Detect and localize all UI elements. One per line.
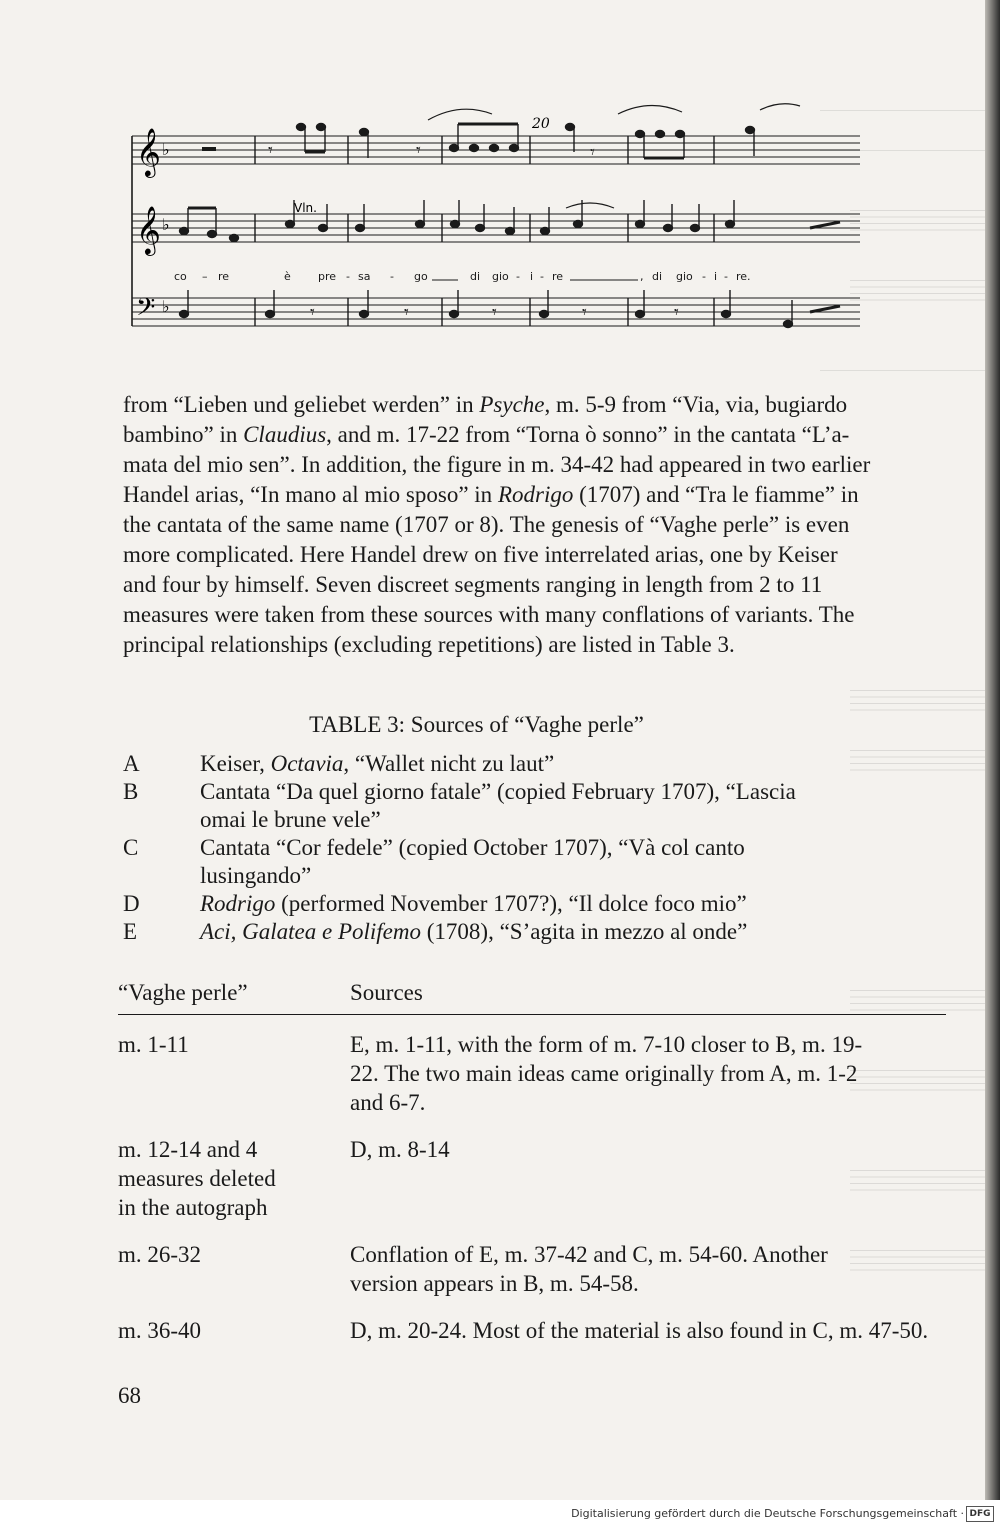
svg-text:𝄞: 𝄞 — [136, 205, 161, 254]
measures-cell: m. 26-32 — [118, 1242, 202, 1267]
dfg-logo-icon: DFG — [966, 1506, 994, 1522]
digitization-footer — [0, 1500, 1000, 1528]
source-item — [123, 834, 843, 890]
source-item — [123, 918, 843, 946]
lyric-syllable: è — [284, 270, 291, 283]
table-row — [118, 1030, 946, 1117]
source-description: Cantata “Cor fedele” (copied October 1707), “Và col canto lusingando” — [200, 835, 745, 888]
sources-cell: Conflation of E, m. 37-42 and C, m. 54-60. Another version appears in B, m. 54-58. — [350, 1242, 828, 1296]
lyric-syllable: – — [202, 270, 208, 283]
lyric-syllable: i — [530, 270, 534, 283]
footer-credit: Digitalisierung gefördert durch die Deutsche Forschungsgemeinschaft · — [571, 1507, 964, 1520]
svg-text:𝄾: 𝄾 — [582, 302, 587, 323]
paragraph-line: mata del mio sen”. In addition, the figure in m. 34-42 had appeared in two earlier — [123, 452, 871, 477]
table-row — [118, 1316, 946, 1345]
paragraph-line: more complicated. Here Handel drew on five interrelated arias, one by Keiser — [123, 542, 838, 567]
lyric-syllable: - — [540, 270, 544, 283]
source-key: B — [123, 779, 139, 804]
lyric-syllable: co — [174, 270, 187, 283]
svg-text:♭: ♭ — [162, 140, 170, 159]
lyric-syllable: - — [390, 270, 394, 283]
source-item — [123, 750, 843, 778]
instrument-label: Vln. — [294, 201, 317, 215]
table-title: TABLE 3: Sources of “Vaghe perle” — [309, 712, 644, 737]
svg-text:𝄾: 𝄾 — [492, 302, 497, 323]
lyric-syllable: - — [516, 270, 520, 283]
lyric-syllable: gio — [676, 270, 693, 283]
svg-text:♭: ♭ — [162, 215, 170, 234]
table-row — [118, 1135, 946, 1222]
measure-number: 20 — [532, 116, 550, 132]
measures-cell: m. 12-14 and 4 measures deleted in the autograph — [118, 1137, 276, 1220]
lyric-syllable: gio — [492, 270, 509, 283]
source-description: Rodrigo (performed November 1707?), “Il dolce foco mio” — [200, 891, 747, 916]
paragraph-line: the cantata of the same name (1707 or 8). The genesis of “Vaghe perle” is even — [123, 512, 850, 537]
source-description: Cantata “Da quel giorno fatale” (copied February 1707), “Lascia omai le brune vele” — [200, 779, 796, 832]
lyric-syllable: di — [470, 270, 481, 283]
paragraph-line: Handel arias, “In mano al mio sposo” in Rodrigo (1707) and “Tra le fiamme” in — [123, 482, 859, 507]
source-item — [123, 890, 843, 918]
paragraph-line: from “Lieben und geliebet werden” in Psyche, m. 5-9 from “Via, via, bugiardo — [123, 392, 848, 417]
lyric-syllable: i — [714, 270, 718, 283]
svg-text:𝄾: 𝄾 — [404, 302, 409, 323]
source-key: D — [123, 891, 140, 916]
lyric-syllable: sa — [358, 270, 371, 283]
table-header — [118, 978, 946, 1015]
lyric-syllable: , — [640, 270, 644, 283]
source-key: E — [123, 919, 138, 944]
paragraph-line: principal relationships (excluding repetitions) are listed in Table 3. — [123, 632, 735, 657]
paragraph-line: measures were taken from these sources with many conflations of variants. The — [123, 602, 855, 627]
lyric-syllable: - — [724, 270, 728, 283]
sources-cell: D, m. 20-24. Most of the material is also found in C, m. 47-50. — [350, 1318, 929, 1343]
column-header: Sources — [350, 980, 423, 1005]
table-row — [118, 1240, 946, 1298]
svg-text:𝄾: 𝄾 — [590, 142, 595, 163]
source-description: Keiser, Octavia, “Wallet nicht zu laut” — [200, 751, 555, 776]
source-key: A — [123, 751, 140, 776]
lyric-syllable: go — [414, 270, 428, 283]
source-key: C — [123, 835, 139, 860]
source-item — [123, 778, 843, 834]
svg-text:𝄾: 𝄾 — [416, 140, 421, 161]
body-paragraph — [123, 390, 953, 660]
book-gutter-shadow — [985, 0, 1000, 1500]
source-description: Aci, Galatea e Polifemo (1708), “S’agita in mezzo al onde” — [200, 919, 748, 944]
lyric-syllable: di — [652, 270, 663, 283]
sources-cell: D, m. 8-14 — [350, 1137, 450, 1162]
paragraph-line: and four by himself. Seven discreet segments ranging in length from 2 to 11 — [123, 572, 823, 597]
measures-cell: m. 1-11 — [118, 1032, 189, 1057]
lyric-syllable: - — [702, 270, 706, 283]
sources-cell: E, m. 1-11, with the form of m. 7-10 closer to B, m. 19-22. The two main ideas came originally from A, m. 1-2 and 6-7. — [350, 1032, 863, 1115]
svg-text:𝄞: 𝄞 — [136, 127, 161, 176]
music-score-excerpt — [120, 100, 880, 350]
column-header: “Vaghe perle” — [118, 980, 248, 1005]
paragraph-line: bambino” in Claudius, and m. 17-22 from “Torna ò sonno” in the cantata “L’a- — [123, 422, 850, 447]
svg-text:𝄾: 𝄾 — [674, 302, 679, 323]
lyric-syllable: re — [218, 270, 230, 283]
page-number: 68 — [118, 1383, 141, 1408]
table-body — [118, 1030, 946, 1363]
source-list — [123, 750, 843, 946]
lyric-syllable: - — [346, 270, 350, 283]
svg-text:𝄢: 𝄢 — [136, 293, 156, 328]
lyric-syllable: re. — [736, 270, 751, 283]
measures-cell: m. 36-40 — [118, 1318, 202, 1343]
lyric-syllable: re — [552, 270, 564, 283]
svg-text:𝄾: 𝄾 — [310, 302, 315, 323]
svg-text:♭: ♭ — [162, 297, 170, 316]
svg-text:𝄾: 𝄾 — [268, 140, 273, 161]
lyric-syllable: pre — [318, 270, 337, 283]
